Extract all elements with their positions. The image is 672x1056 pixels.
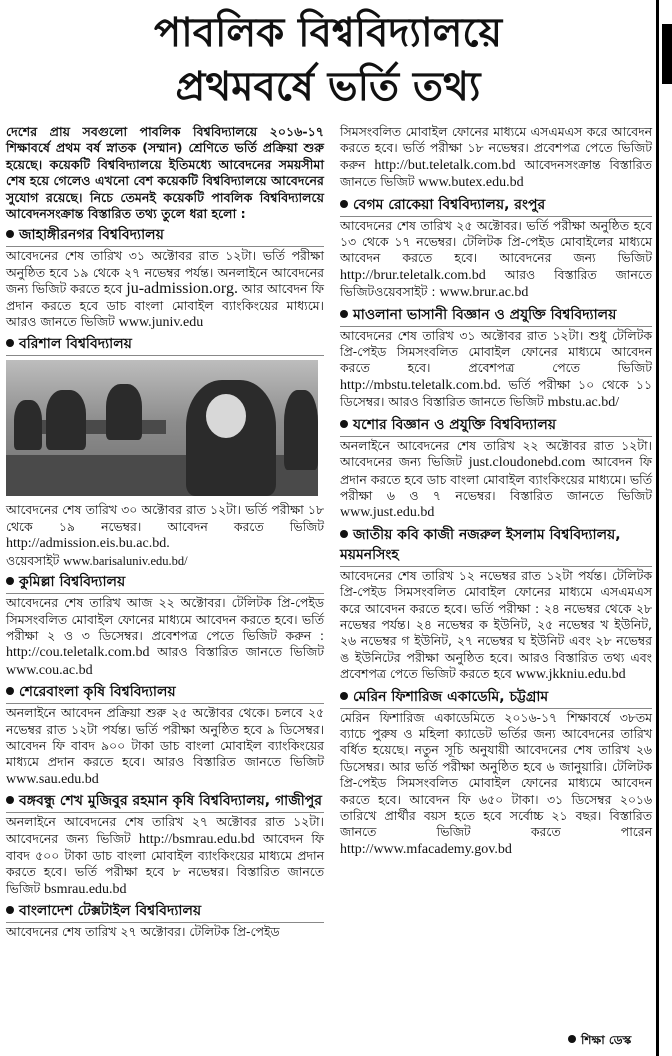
section-body-sau: অনলাইনে আবেদন প্রক্রিয়া শুরু ২৫ অক্টোবর থেকে। চলবে ২৫ নভেম্বর রাত ১২টা পর্যন্ত। ভর্তি পরীক্ষা অনুষ্ঠিত হবে ৯ ডিসেম্বর। আবেদন ফি বাবদ ৯০০ টাকা ডাচ বাংলা মোবাইল ব্যাংকিংয়ের মাধ্যমে প্রদান করতে হবে। আরও বিস্তারিত জানতে ভিজিট www.sau.edu.bd xyxy=(6,705,324,787)
section-body-brur: আবেদনের শেষ তারিখ ২৫ অক্টোবর। ভর্তি পরীক্ষা অনুষ্ঠিত হবে ১৩ থেকে ১৭ নভেম্বর। টেলিটক প্রি-পেইড মোবাইলের মাধ্যমে আবেদন করতে হবে। আবেদনের জন্য ভিজিট http://brur.teletalk.com.bd আরও বিস্তারিত জানতে ভিজিটওয়েবসাইট : www.brur.ac.bd xyxy=(340,217,652,301)
exam-hall-photo xyxy=(6,360,318,496)
headline-line-2: প্রথমবর্ষে ভর্তি তথ্য xyxy=(175,63,481,110)
byline-credit: শিক্ষা ডেস্ক xyxy=(568,1032,631,1052)
section-body-but-cont: সিমসংবলিত মোবাইল ফোনের মাধ্যমে এসএমএস করে আবেদন করতে হবে। ভর্তি পরীক্ষা ১৮ নভেম্বর। প্রবেশপত্র পেতে ভিজিট করুন http://but.teletalk.com.bd আবেদনসংক্রান্ত বিস্তারিত জানতে ভিজিট www.butex.edu.bd xyxy=(340,124,652,191)
bullet-icon xyxy=(568,1035,576,1043)
headline xyxy=(0,6,656,114)
intro-paragraph: দেশের প্রায় সবগুলো পাবলিক বিশ্ববিদ্যালয়ে ২০১৬-১৭ শিক্ষাবর্ষে প্রথম বর্ষ স্নাতক (সম্মান) শ্রেণিতে ভর্তি প্রক্রিয়া শুরু হয়েছে। কয়েকটি বিশ্ববিদ্যালয়ে ইতিমধ্যে আবেদনের সময়সীমা শেষ হয়ে গেলেও এখনো বেশ কয়েকটি বিশ্ববিদ্যালয়ে আবেদনের সুযোগ রয়েছে। নিচে তেমনই কয়েকটি পাবলিক বিশ্ববিদ্যালয়ে আবেদনসংক্রান্ত বিস্তারিত তথ্য তুলে ধরা হলো : xyxy=(6,124,324,222)
link-mbstu-teletalk[interactable]: http://mbstu.teletalk.com.bd. xyxy=(340,377,501,393)
section-title-cou: কুমিল্লা বিশ্ববিদ্যালয় xyxy=(6,572,324,594)
section-title-bsmrau: বঙ্গবন্ধু শেখ মুজিবুর রহমান কৃষি বিশ্ববিদ্যালয়, গাজীপুর xyxy=(6,791,324,813)
link-just-cloudone[interactable]: just.cloudonebd.com xyxy=(468,455,586,471)
link-bu-admission[interactable]: http://admission.eis.bu.ac.bd. xyxy=(6,536,170,552)
link-juniv[interactable]: www.juniv.edu xyxy=(118,315,204,331)
section-body-mfa: মেরিন ফিশারিজ একাডেমিতে ২০১৬-১৭ শিক্ষাবর্ষে ৩৮তম ব্যাচে পুরুষ ও মহিলা ক্যাডেট ভর্তির জন্য আবেদনের তারিখ বর্ধিত হয়েছে। নতুন সূচি অনুযায়ী আবেদনের শেষ তারিখ ২৬ ডিসেম্বর। আর ভর্তি পরীক্ষা অনুষ্ঠিত হবে ৬ জানুয়ারি। টেলিটক প্রি-পেইড সিমসংবলিত মোবাইল ফোনের মাধ্যমে আবেদন করতে হবে। আবেদন ফি ৬৫০ টাকা। ৩১ ডিসেম্বর ২০১৬ তারিখে প্রার্থীর বয়স হতে হবে সর্বোচ্চ ২১ বছর। বিস্তারিত জানতে ভিজিট করতে পারেন http://www.mfacademy.gov.bd xyxy=(340,709,652,857)
bullet-icon xyxy=(340,530,348,538)
section-title-but: বাংলাদেশ টেক্সটাইল বিশ্ববিদ্যালয় xyxy=(6,901,324,923)
section-title-mbstu: মাওলানা ভাসানী বিজ্ঞান ও প্রযুক্তি বিশ্ববিদ্যালয় xyxy=(340,305,652,327)
section-body-just: অনলাইনে আবেদনের শেষ তারিখ ২২ অক্টোবর রাত ১২টা। আবেদনের জন্য ভিজিট just.cloudonebd.com আবেদন ফি প্রদান করতে হবে ডাচ বাংলা মোবাইল ব্যাংকিংয়ের মাধ্যমে। ভর্তি পরীক্ষা ৬ ও ৭ নভেম্বর। বিস্তারিত জানতে ভিজিট www.just.edu.bd xyxy=(340,437,652,521)
link-sau[interactable]: www.sau.edu.bd xyxy=(6,771,99,787)
link-bsmrau-short[interactable]: bsmrau.edu.bd xyxy=(44,881,127,897)
section-body-bsmrau: অনলাইনে আবেদনের শেষ তারিখ ২৭ অক্টোবর রাত ১২টা। আবেদনের জন্য ভিজিট http://bsmrau.edu.bd আবেদন ফি বাবদ ৫০০ টাকা ডাচ বাংলা মোবাইল ব্যাংকিংয়ের মাধ্যমে প্রদান করতে হবে। ভর্তি পরীক্ষা হবে ৮ নভেম্বর। বিস্তারিত জানতে ভিজিট bsmrau.edu.bd xyxy=(6,814,324,897)
left-column xyxy=(6,124,324,944)
link-but-teletalk[interactable]: http://but.teletalk.com.bd xyxy=(374,157,516,173)
link-bsmrau[interactable]: http://bsmrau.edu.bd xyxy=(138,831,255,847)
headline-line-1: পাবলিক বিশ্ববিদ্যালয়ে xyxy=(153,9,503,56)
bullet-icon xyxy=(340,200,348,208)
link-just[interactable]: www.just.edu.bd xyxy=(340,505,435,521)
section-title-just: যশোর বিজ্ঞান ও প্রযুক্তি বিশ্ববিদ্যালয় xyxy=(340,415,652,437)
link-butex[interactable]: www.butex.edu.bd xyxy=(418,175,524,191)
bullet-icon xyxy=(6,577,14,585)
section-body-but-start: আবেদনের শেষ তারিখ ২৭ অক্টোবর। টেলিটক প্রি-পেইড xyxy=(6,924,280,940)
column-rule xyxy=(656,0,659,1056)
link-jkkniu[interactable]: www.jkkniu.edu.bd xyxy=(515,667,626,683)
section-body-cou: আবেদনের শেষ তারিখ আজ ২২ অক্টোবর। টেলিটক প্রি-পেইড সিমসংবলিত মোবাইল ফোনের মাধ্যমে আবেদন করতে হবে। ভর্তি পরীক্ষা ২ ও ৩ ডিসেম্বর। প্রবেশপত্র পেতে ভিজিট করুন : http://cou.teletalk.com.bd আরও বিস্তারিত জানতে ভিজিট www.cou.ac.bd xyxy=(6,595,324,678)
link-brur-teletalk[interactable]: http://brur.teletalk.com.bd xyxy=(340,267,486,283)
right-column xyxy=(340,124,652,861)
section-title-brur: বেগম রোকেয়া বিশ্ববিদ্যালয়, রংপুর xyxy=(340,195,652,217)
bullet-icon xyxy=(340,310,348,318)
section-body-bu: আবেদনের শেষ তারিখ ৩০ অক্টোবর রাত ১২টা। ভর্তি পরীক্ষা ১৮ থেকে ১৯ নভেম্বর। আবেদন করতে ভিজিট http://admission.eis.bu.ac.bd. ওয়েবসাইট www.barisaluniv.edu.bd/ xyxy=(6,502,324,568)
link-mbstu[interactable]: mbstu.ac.bd/ xyxy=(547,395,620,411)
link-mfacademy[interactable]: http://www.mfacademy.gov.bd xyxy=(340,841,512,857)
link-ju-admission[interactable]: ju-admission.org. xyxy=(126,280,238,298)
bullet-icon xyxy=(6,796,14,804)
section-title-sau: শেরেবাংলা কৃষি বিশ্ববিদ্যালয় xyxy=(6,682,324,704)
link-brur[interactable]: www.brur.ac.bd xyxy=(439,285,529,301)
link-cou[interactable]: www.cou.ac.bd xyxy=(6,662,93,678)
edge-mark xyxy=(662,24,672,84)
section-title-jkkniu: জাতীয় কবি কাজী নজরুল ইসলাম বিশ্ববিদ্যালয়, ময়মনসিংহ xyxy=(340,525,652,567)
section-title-mfa: মেরিন ফিশারিজ একাডেমি, চট্টগ্রাম xyxy=(340,687,652,709)
section-body-jkkniu: আবেদনের শেষ তারিখ ১২ নভেম্বর রাত ১২টা পর্যন্ত। টেলিটক প্রি-পেইড সিমসংবলিত মোবাইল ফোনের মাধ্যমে এসএমএস করে আবেদন করতে হবে। ভর্তি পরীক্ষা : ২৪ নভেম্বর থেকে ২৮ নভেম্বর পর্যন্ত। ২৪ নভেম্বর ক ইউনিট, ২৫ নভেম্বর খ ইউনিট, ২৬ নভেম্বর গ ইউনিট, ২৭ নভেম্বর ঘ ইউনিট এবং ২৮ নভেম্বর ঙ ইউনিটের পরীক্ষা অনুষ্ঠিত হবে। আরও বিস্তারিত তথ্য এবং প্রবেশপত্র পেতে ভিজিট করতে হবে www.jkkniu.edu.bd xyxy=(340,567,652,683)
section-title-ju: জাহাঙ্গীরনগর বিশ্ববিদ্যালয় xyxy=(6,225,324,247)
section-title-bu: বরিশাল বিশ্ববিদ্যালয় xyxy=(6,334,324,356)
link-barisaluniv[interactable]: www.barisaluniv.edu.bd/ xyxy=(63,553,188,568)
bullet-icon xyxy=(6,230,14,238)
bullet-icon xyxy=(340,420,348,428)
bullet-icon xyxy=(6,687,14,695)
section-body-ju: আবেদনের শেষ তারিখ ৩১ অক্টোবর রাত ১২টা। ভর্তি পরীক্ষা অনুষ্ঠিত হবে ১৯ থেকে ২৭ নভেম্বর পর্যন্ত। অনলাইনে আবেদনের জন্য ভিজিট করতে হবে ju-admission.org. আর আবেদন ফি প্রদান করতে হবে ডাচ বাংলা মোবাইল ব্যাংকিংয়ের মাধ্যমে। আরও জানতে ভিজিট www.juniv.edu xyxy=(6,248,324,331)
bullet-icon xyxy=(6,339,14,347)
bullet-icon xyxy=(340,692,348,700)
link-cou-teletalk[interactable]: http://cou.teletalk.com.bd xyxy=(6,645,150,661)
bullet-icon xyxy=(6,906,14,914)
section-body-mbstu: আবেদনের শেষ তারিখ ৩১ অক্টোবর রাত ১২টা। শুধু টেলিটক প্রি-পেইড সিমসংবলিত মোবাইল ফোনের মাধ্যমে আবেদন করতে হবে। প্রবেশপত্র পেতে ভিজিট http://mbstu.teletalk.com.bd. ভর্তি পরীক্ষা ১০ থেকে ১১ ডিসেম্বর। আরও বিস্তারিত জানতে ভিজিট mbstu.ac.bd/ xyxy=(340,327,652,411)
